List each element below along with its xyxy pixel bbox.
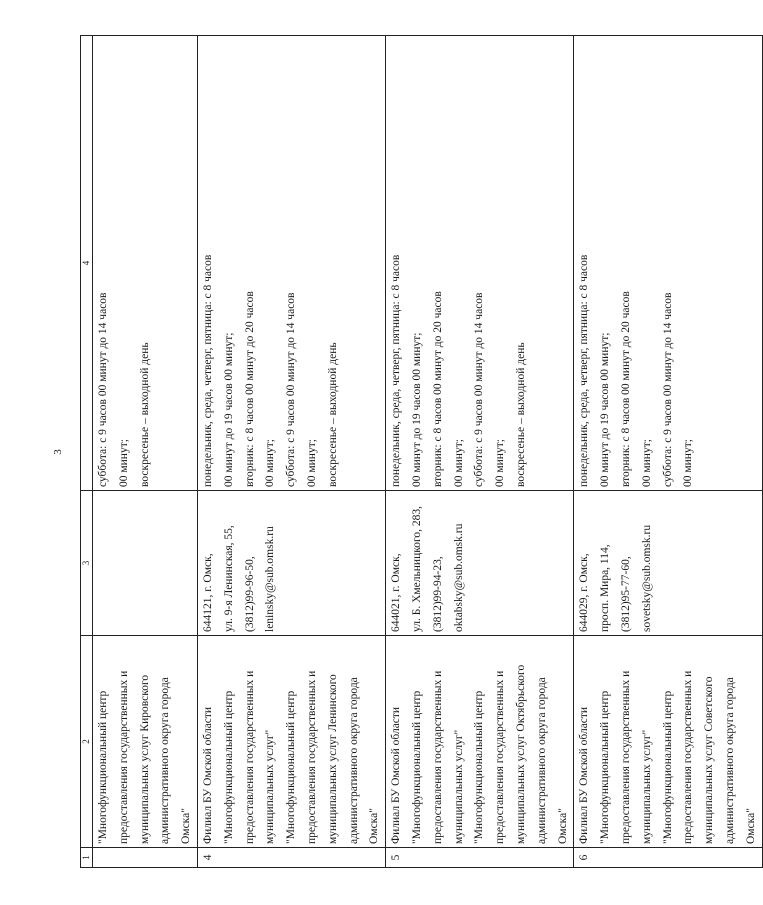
column-number: 3: [81, 491, 93, 636]
branch-name: "Многофункциональный центр предоставления государственных и муниципальных услуг Кировского административного округа города Омска": [93, 636, 198, 848]
row-number: 4: [197, 848, 385, 868]
branch-name: Филиал БУ Омской области "Многофункциональный центр предоставления государственных и муниципальных услуг" "Многофункциональный центр предоставления государственных и муниципальных услуг Советского административного округа города Омска": [574, 636, 762, 848]
branch-address: [93, 491, 198, 636]
branch-schedule: суббота: с 9 часов 00 минут до 14 часов 00 минут; воскресенье – выходной день: [93, 36, 198, 491]
branch-address: 644121, г. Омск, ул. 9-я Ленинская, 55, (3812)99-96-50, leninsky@sub.omsk.ru: [197, 491, 385, 636]
branch-address: 644029, г. Омск, просп. Мира, 114, (3812)95-77-60, sovetsky@sub.omsk.ru: [574, 491, 762, 636]
branch-schedule: понедельник, среда, четверг, пятница: с 8 часов 00 минут до 19 часов 00 минут; вторник: с 8 часов 00 минут до 20 часов 00 минут; суббота: с 9 часов 00 минут до 14 часов 00 минут; воскресенье – выходной день: [386, 36, 574, 491]
mfc-branches-table: [80, 35, 763, 868]
column-number-row: [81, 36, 93, 868]
column-number: 1: [81, 848, 93, 868]
table-row: [93, 36, 198, 868]
branch-schedule: понедельник, среда, четверг, пятница: с 8 часов 00 минут до 19 часов 00 минут; вторник: с 8 часов 00 минут до 20 часов 00 минут; суббота: с 9 часов 00 минут до 14 часов 00 минут; воскресенье – выходной день: [197, 36, 385, 491]
branch-schedule: понедельник, среда, четверг, пятница: с 8 часов 00 минут до 19 часов 00 минут; вторник: с 8 часов 00 минут до 20 часов 00 минут; суббота: с 9 часов 00 минут до 14 часов 00 минут;: [574, 36, 762, 491]
row-number: [93, 848, 198, 868]
branch-name: Филиал БУ Омской области "Многофункциональный центр предоставления государственных и муниципальных услуг" "Многофункциональный центр предоставления государственных и муниципальных услуг Ленинского административного округа города Омска": [197, 636, 385, 848]
row-number: 5: [386, 848, 574, 868]
table-row: [197, 36, 385, 868]
branch-name: Филиал БУ Омской области "Многофункциональный центр предоставления государственных и муниципальных услуг" "Многофункциональный центр предоставления государственных и муниципальных услуг Октябрьского административного округа города Омска": [386, 636, 574, 848]
table-row: [386, 36, 574, 868]
branch-address: 644021, г. Омск, ул. Б. Хмельницкого, 283, (3812)99-94-23, oktabsky@sub.omsk.ru: [386, 491, 574, 636]
column-number: 2: [81, 636, 93, 848]
table-row: [574, 36, 762, 868]
rotated-page-content: [80, 36, 757, 868]
row-number: 6: [574, 848, 762, 868]
page-number: 3: [51, 449, 64, 455]
column-number: 4: [81, 36, 93, 491]
